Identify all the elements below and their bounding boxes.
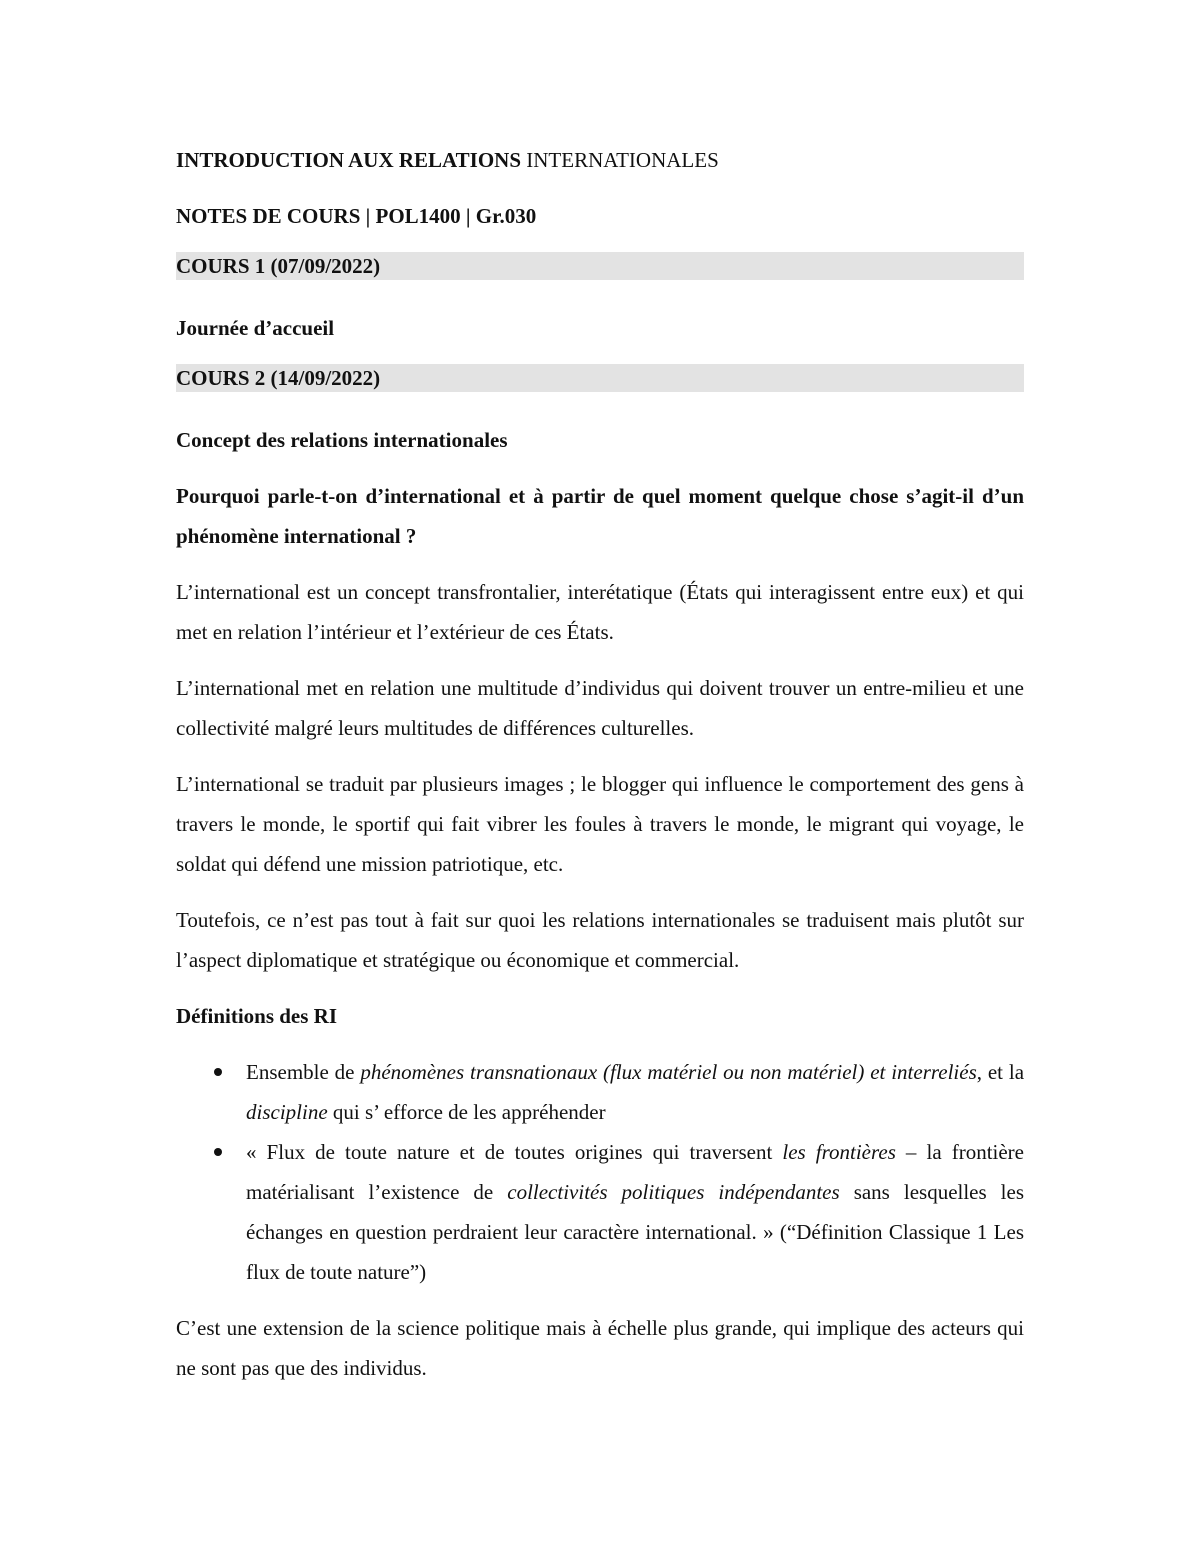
course-notes-line: NOTES DE COURS | POL1400 | Gr.030 [176, 204, 537, 228]
title-bold-part: INTRODUCTION AUX RELATIONS [176, 148, 522, 172]
title-regular-part: INTERNATIONALES [521, 148, 719, 172]
cours2-subtitle: Concept des relations internationales [176, 428, 508, 452]
paragraph-1: L’international est un concept transfrontalier, interétatique (États qui interagissent entre eux) et qui met en relation l’intérieur et l’extérieur de ces États. [176, 580, 1024, 644]
closing-paragraph: C’est une extension de la science politique mais à échelle plus grande, qui implique des acteurs qui ne sont pas que des individus. [176, 1316, 1024, 1380]
def2-italic-b: collectivités politiques indépendantes [507, 1180, 840, 1204]
def2-text-b: – la frontière matérialisant l’existence de [246, 1140, 1024, 1204]
definition-item-1 [176, 1052, 1024, 1132]
definition-item-2 [176, 1132, 1024, 1292]
def1-italic-b: discipline [246, 1100, 328, 1124]
bullet-icon [214, 1068, 222, 1076]
paragraph-3: L’international se traduit par plusieurs images ; le blogger qui influence le comportement des gens à travers le monde, le sportif qui fait vibrer les foules à travers le monde, le migrant qui voyage, le soldat qui défend une mission patriotique, etc. [176, 772, 1024, 876]
def1-italic-a: phénomènes transnationaux (flux matériel ou non matériel) et interreliés [360, 1060, 977, 1084]
def2-italic-a: les frontières [782, 1140, 896, 1164]
definitions-list [176, 1052, 1024, 1292]
paragraph-4: Toutefois, ce n’est pas tout à fait sur quoi les relations internationales se traduisent mais plutôt sur l’aspect diplomatique et stratégique ou économique et commercial. [176, 908, 1024, 972]
paragraph-2: L’international met en relation une multitude d’individus qui doivent trouver un entre-milieu et une collectivité malgré leurs multitudes de différences culturelles. [176, 676, 1024, 740]
bullet-icon [214, 1148, 222, 1156]
definitions-heading: Définitions des RI [176, 1004, 338, 1028]
def2-text-a: « Flux de toute nature et de toutes origines qui traversent [246, 1140, 783, 1164]
def1-text-a: Ensemble de [246, 1060, 361, 1084]
key-question: Pourquoi parle-t-on d’international et à partir de quel moment quelque chose s’agit-il d’un phénomène international ? [176, 484, 1024, 548]
cours1-subtitle: Journée d’accueil [176, 316, 335, 340]
cours1-header: COURS 1 (07/09/2022) [176, 252, 1024, 280]
def1-text-b: , et la [976, 1060, 1025, 1084]
def1-text-c: qui s’ efforce de les appréhender [327, 1100, 606, 1124]
document-page [176, 140, 1024, 1404]
def2-text-c: sans lesquelles les échanges en question perdraient leur caractère international. » (“Définition Classique 1 Les flux de toute nature”) [246, 1180, 1025, 1284]
cours2-header: COURS 2 (14/09/2022) [176, 364, 1024, 392]
document-title [176, 140, 1024, 180]
